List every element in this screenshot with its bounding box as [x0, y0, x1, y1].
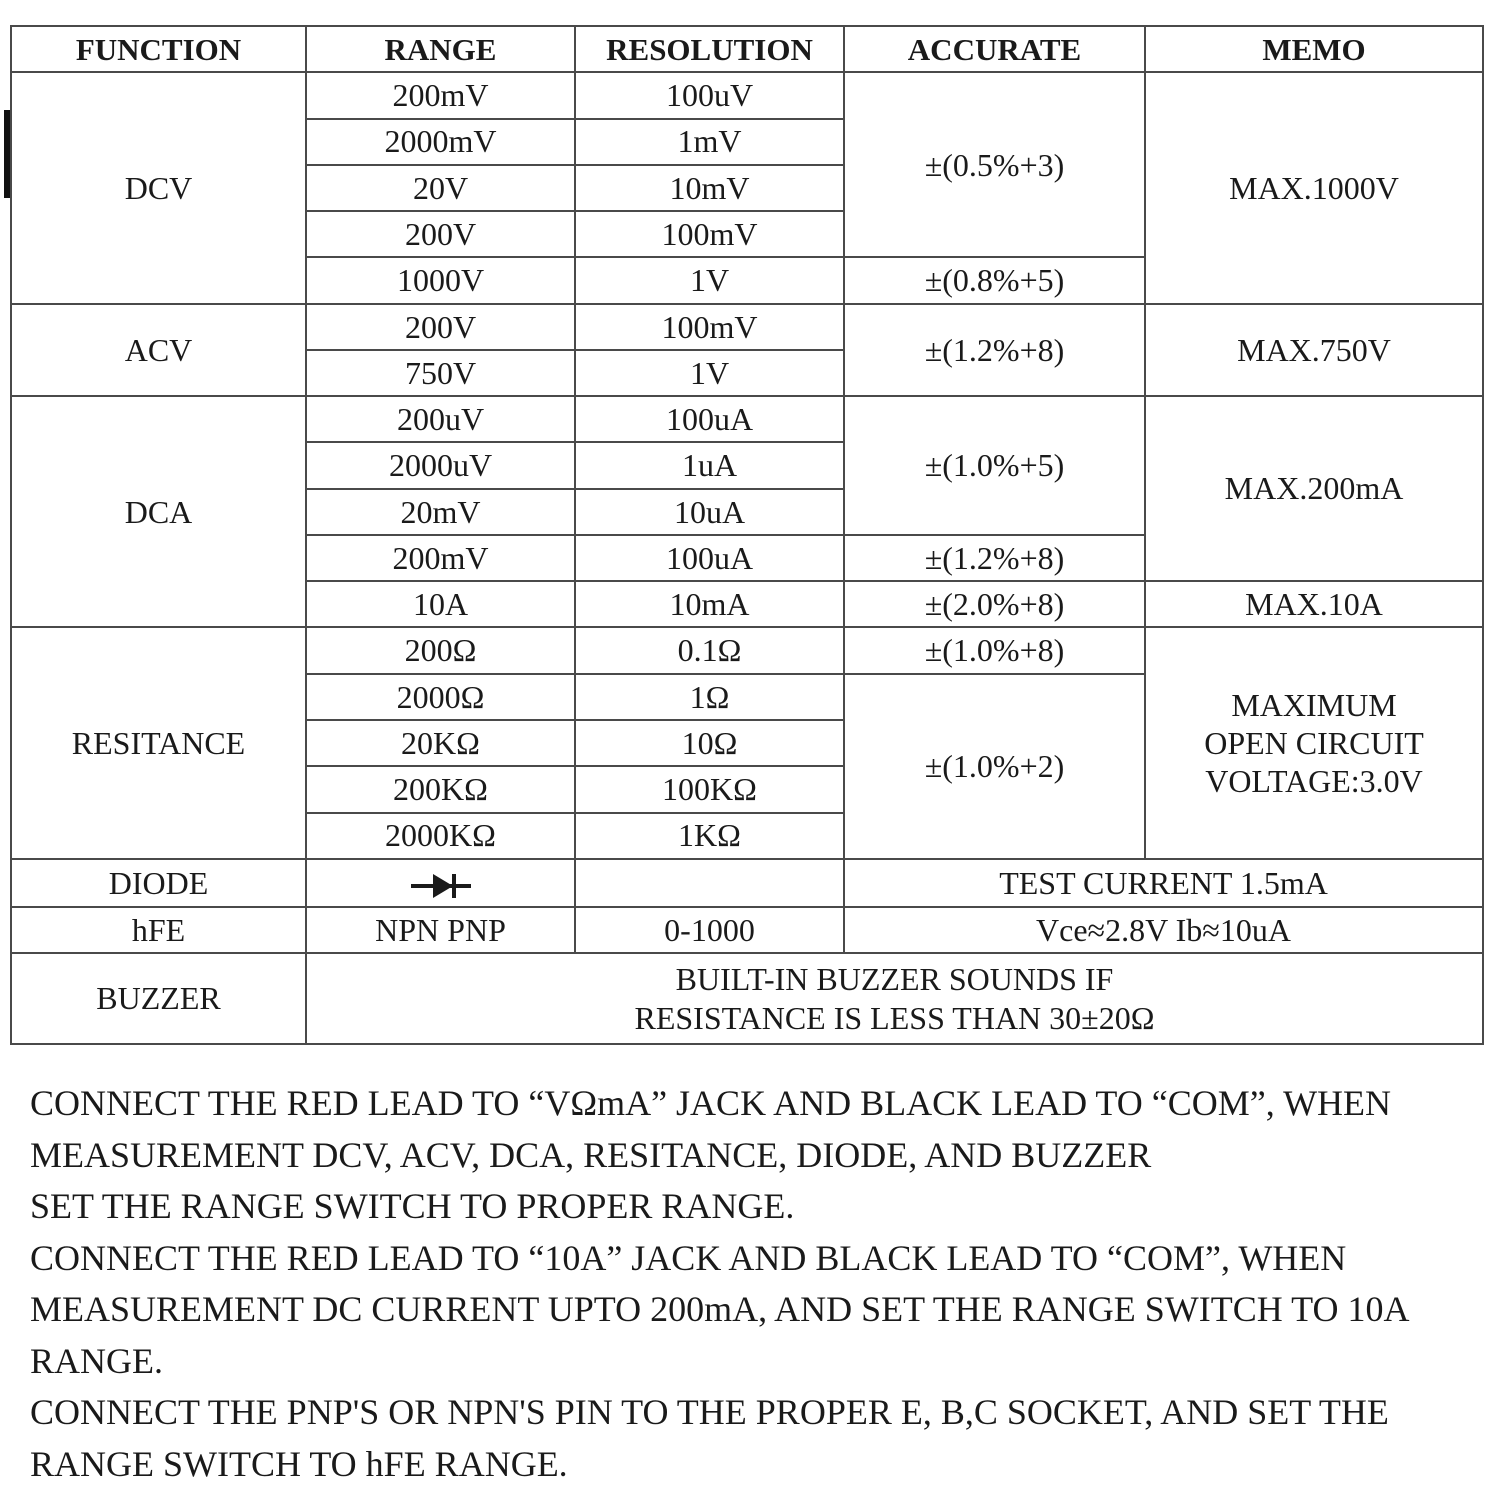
range-cell: 200KΩ: [306, 766, 575, 812]
instruction-line: MEASUREMENT DC CURRENT UPTO 200mA, AND SET THE RANGE SWITCH TO 10A: [30, 1289, 1410, 1329]
memo-cell: [1145, 627, 1483, 858]
range-cell: 200mV: [306, 72, 575, 118]
table-row: [11, 953, 1483, 1044]
note-cell: TEST CURRENT 1.5mA: [844, 859, 1483, 907]
resolution-cell: 100mV: [575, 211, 844, 257]
header-memo: MEMO: [1145, 26, 1483, 72]
resolution-cell: 100KΩ: [575, 766, 844, 812]
range-cell: 200Ω: [306, 627, 575, 673]
accuracy-cell: ±(1.2%+8): [844, 304, 1145, 397]
table-row: [11, 859, 1483, 907]
instruction-line: RANGE.: [30, 1340, 163, 1381]
function-dca: DCA: [11, 396, 306, 627]
memo-line: OPEN CIRCUIT: [1204, 724, 1424, 761]
range-cell: 200uV: [306, 396, 575, 442]
table-row: [11, 396, 1483, 442]
resolution-cell: 10mV: [575, 165, 844, 211]
memo-cell: MAX.10A: [1145, 581, 1483, 627]
instruction-line: MEASUREMENT DCV, ACV, DCA, RESITANCE, DIODE, AND BUZZER: [30, 1134, 1152, 1175]
header-accurate: ACCURATE: [844, 26, 1145, 72]
memo-cell: MAX.750V: [1145, 304, 1483, 397]
range-cell: 20mV: [306, 489, 575, 535]
instructions: [30, 1078, 1480, 1490]
accuracy-cell: ±(1.0%+8): [844, 627, 1145, 673]
instruction-line: CONNECT THE PNP'S OR NPN'S PIN TO THE PROPER E, B,C SOCKET, AND SET THE: [30, 1392, 1389, 1432]
header-row: [11, 26, 1483, 72]
accuracy-cell: ±(2.0%+8): [844, 581, 1145, 627]
instruction-line: CONNECT THE RED LEAD TO “VΩmA” JACK AND BLACK LEAD TO “COM”, WHEN: [30, 1083, 1392, 1123]
diode-symbol-icon: [409, 871, 473, 901]
header-function: FUNCTION: [11, 26, 306, 72]
range-cell: [306, 859, 575, 907]
resolution-cell: 1V: [575, 257, 844, 303]
table-row: [11, 72, 1483, 118]
buzzer-note-line: RESISTANCE IS LESS THAN 30±20Ω: [634, 999, 1155, 1036]
note-cell: Vce≈2.8V Ib≈10uA: [844, 907, 1483, 953]
resolution-cell: 0-1000: [575, 907, 844, 953]
range-cell: 10A: [306, 581, 575, 627]
range-cell: 200V: [306, 304, 575, 350]
range-cell: 200mV: [306, 535, 575, 581]
accuracy-cell: ±(1.2%+8): [844, 535, 1145, 581]
resolution-cell: 100mV: [575, 304, 844, 350]
resolution-cell: 100uA: [575, 535, 844, 581]
range-cell: 2000mV: [306, 119, 575, 165]
memo-line: VOLTAGE:3.0V: [1205, 763, 1423, 800]
range-cell: 200V: [306, 211, 575, 257]
resolution-cell: [575, 859, 844, 907]
range-cell: 2000KΩ: [306, 813, 575, 859]
table-row: [11, 907, 1483, 953]
table-row: [11, 627, 1483, 673]
function-buzzer: BUZZER: [11, 953, 306, 1044]
function-acv: ACV: [11, 304, 306, 397]
accuracy-cell: ±(0.5%+3): [844, 72, 1145, 257]
resolution-cell: 1V: [575, 350, 844, 396]
instruction-line: RANGE SWITCH TO hFE RANGE.: [30, 1443, 568, 1484]
resolution-cell: 0.1Ω: [575, 627, 844, 673]
accuracy-cell: ±(1.0%+5): [844, 396, 1145, 535]
memo-cell: MAX.200mA: [1145, 396, 1483, 581]
range-cell: 20KΩ: [306, 720, 575, 766]
resolution-cell: 1uA: [575, 442, 844, 488]
resolution-cell: 100uV: [575, 72, 844, 118]
accuracy-cell: ±(1.0%+2): [844, 674, 1145, 859]
instruction-line: SET THE RANGE SWITCH TO PROPER RANGE.: [30, 1186, 795, 1226]
specification-table: [10, 25, 1484, 1045]
memo-line: MAXIMUM: [1231, 686, 1397, 723]
range-cell: 2000Ω: [306, 674, 575, 720]
function-dcv: DCV: [11, 72, 306, 303]
resolution-cell: 10mA: [575, 581, 844, 627]
table-row: [11, 304, 1483, 350]
resolution-cell: 1mV: [575, 119, 844, 165]
resolution-cell: 1Ω: [575, 674, 844, 720]
resolution-cell: 1KΩ: [575, 813, 844, 859]
range-cell: NPN PNP: [306, 907, 575, 953]
range-cell: 20V: [306, 165, 575, 211]
buzzer-note-line: BUILT-IN BUZZER SOUNDS IF: [675, 961, 1114, 998]
resolution-cell: 10uA: [575, 489, 844, 535]
function-hfe: hFE: [11, 907, 306, 953]
header-resolution: RESOLUTION: [575, 26, 844, 72]
accuracy-cell: ±(0.8%+5): [844, 257, 1145, 303]
function-diode: DIODE: [11, 859, 306, 907]
header-range: RANGE: [306, 26, 575, 72]
range-cell: 750V: [306, 350, 575, 396]
range-cell: 2000uV: [306, 442, 575, 488]
range-cell: 1000V: [306, 257, 575, 303]
instruction-line: CONNECT THE RED LEAD TO “10A” JACK AND BLACK LEAD TO “COM”, WHEN: [30, 1237, 1347, 1278]
note-cell: [306, 953, 1483, 1044]
memo-cell: MAX.1000V: [1145, 72, 1483, 303]
resolution-cell: 100uA: [575, 396, 844, 442]
resolution-cell: 10Ω: [575, 720, 844, 766]
function-resistance: RESITANCE: [11, 627, 306, 858]
